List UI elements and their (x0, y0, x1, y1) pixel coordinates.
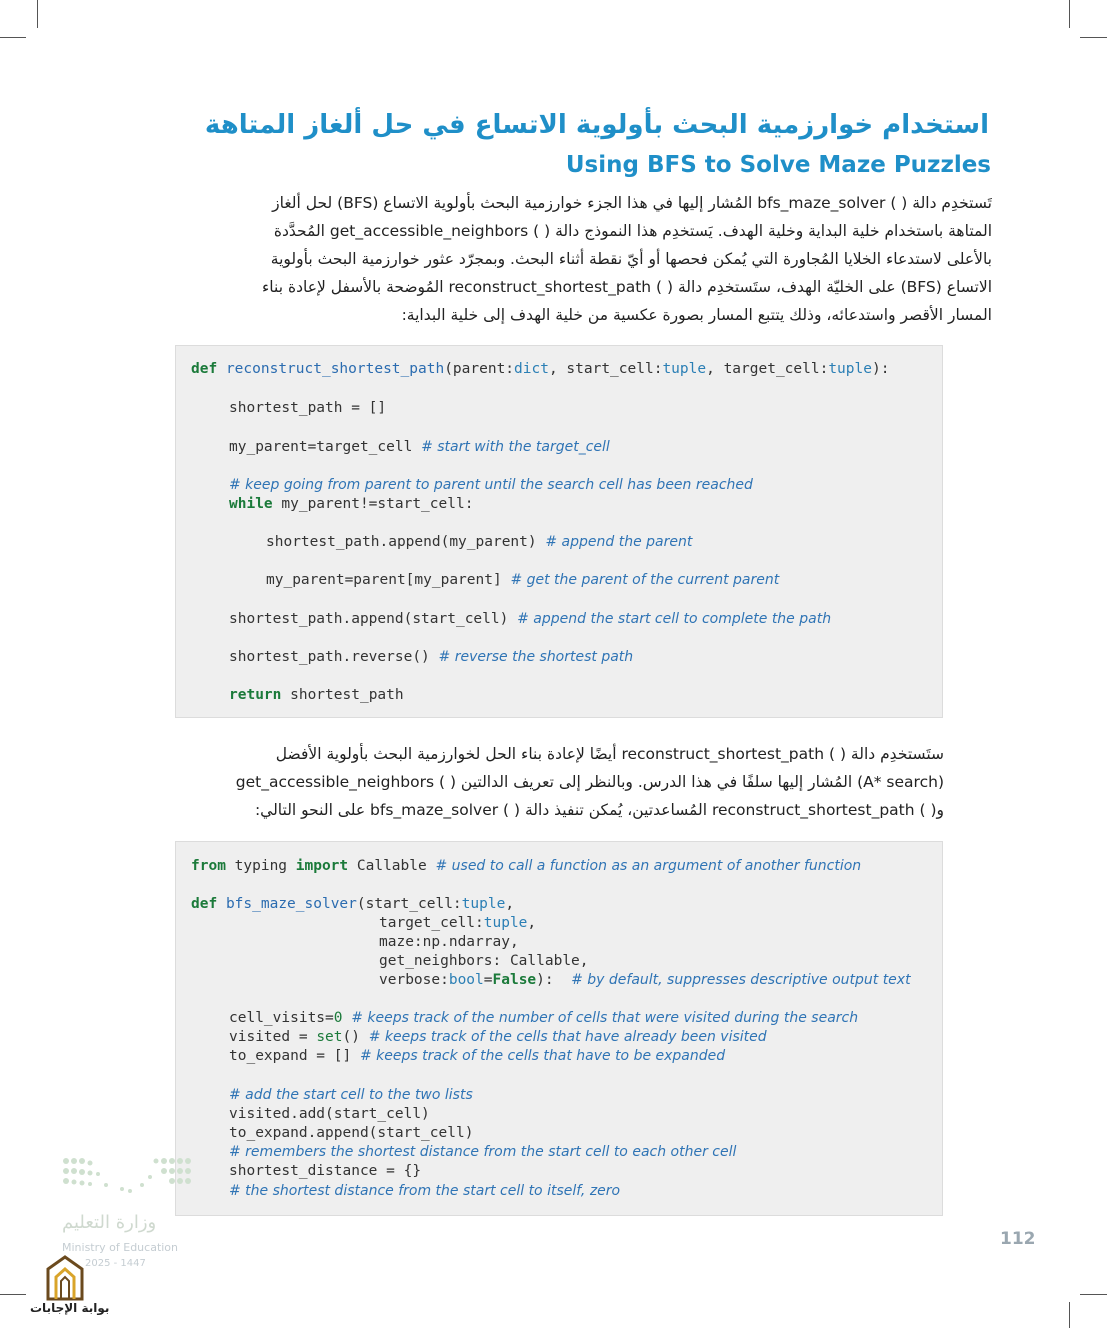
code-text: get_neighbors: Callable, (379, 953, 589, 969)
code-text: shortest_path.reverse() (229, 649, 430, 665)
code-line-param-verbose (379, 972, 911, 988)
middle-line-3: و( ) reconstruct_shortest_path المُساعدتين، يُمكن تنفيذ دالة ( ) bfs_maze_solver على النحو التالي: (254, 801, 944, 819)
code-line-import (191, 858, 861, 874)
page-number: 112 (1000, 1229, 1036, 1249)
ministry-logo-dots (60, 1155, 200, 1205)
ministry-year: 2025 - 1447 (85, 1258, 146, 1269)
crop-mark-bottom-left-h (0, 1294, 26, 1295)
middle-line-1: ستَستخدِم دالة ( ) reconstruct_shortest_path أيضًا لإعادة بناء الحل لخوارزمية البحث بأولوية الأفضل (275, 745, 944, 763)
code-line-param-target (379, 915, 536, 931)
intro-line-2: المتاهة باستخدام خلية البداية وخلية الهدف. يَستخدِم هذا النموذج دالة ( ) get_accessible_neighbors المُحدَّدة (273, 222, 992, 240)
code-block-bfs-maze-solver (175, 841, 943, 1216)
code-comment: # start with the target_cell (421, 439, 610, 455)
type-tuple: tuple (828, 361, 872, 377)
builtin-set: set (316, 1029, 343, 1045)
code-text: visited = (229, 1029, 317, 1045)
code-line-parent (229, 439, 610, 455)
code-line-def (191, 896, 514, 912)
code-line-get-parent (266, 572, 779, 588)
code-number: 0 (333, 1010, 343, 1026)
code-line-def (191, 361, 889, 377)
code-text: = (483, 972, 493, 988)
code-comment: # keeps track of the cells that have already been visited (368, 1029, 767, 1045)
site-label: بوابة الإجابات (30, 1301, 110, 1315)
code-text: my_parent=parent[my_parent] (266, 572, 502, 588)
code-line-reverse (229, 649, 633, 665)
code-comment: # remembers the shortest distance from the start cell to each other cell (229, 1144, 737, 1160)
code-line-shortest-distance (229, 1163, 421, 1179)
code-line-to-expand-append (229, 1125, 473, 1141)
middle-paragraph (163, 740, 944, 824)
code-line-cellvisits (229, 1010, 858, 1026)
code-text: ): (536, 972, 554, 988)
code-line-comment-add (229, 1087, 473, 1103)
code-line-to-expand (229, 1048, 725, 1064)
function-name: bfs_maze_solver (225, 896, 357, 912)
code-comment: # append the start cell to complete the path (517, 611, 832, 627)
section-title-arabic: استخدام خوارزمية البحث بأولوية الاتساع في حل ألغاز المتاهة (204, 110, 989, 140)
code-text: Callable (348, 858, 436, 874)
type-bool: bool (448, 972, 484, 988)
type-dict: dict (514, 361, 549, 377)
code-block-reconstruct-shortest-path (175, 345, 943, 718)
code-line-comment-remembers (229, 1144, 736, 1160)
code-line-while (229, 496, 473, 512)
crop-mark-top-left-h (0, 37, 26, 38)
code-text: , (505, 896, 515, 912)
site-logo-icon (30, 1255, 100, 1301)
code-line-init (229, 400, 386, 416)
code-text: my_parent!=start_cell: (272, 496, 474, 512)
code-line-comment-shortest (229, 1183, 620, 1199)
keyword-import: import (295, 858, 349, 874)
keyword-def: def (191, 896, 218, 912)
code-line-param-neighbors (379, 953, 589, 969)
crop-mark-top-right-h (1080, 37, 1107, 38)
code-text: (start_cell: (356, 896, 462, 912)
crop-mark-bottom-right-v (1069, 1302, 1070, 1328)
code-text: , (527, 915, 537, 931)
intro-paragraph (115, 189, 992, 329)
crop-mark-top-right-v (1069, 0, 1070, 28)
code-text: typing (225, 858, 296, 874)
code-comment: # reverse the shortest path (438, 649, 634, 665)
code-text: shortest_path (281, 687, 404, 703)
code-comment: # append the parent (545, 534, 693, 550)
code-text: my_parent=target_cell (229, 439, 413, 455)
type-tuple: tuple (483, 915, 528, 931)
keyword-from: from (191, 858, 226, 874)
signature-part: , target_cell: (706, 361, 829, 377)
code-line-param-maze (379, 934, 519, 950)
code-text: shortest_path = [] (229, 400, 387, 416)
intro-line-5: المسار الأقصر واستدعائه، وذلك يتتبع المسار بصورة عكسية من خلية الهدف إلى خلية البداية: (401, 306, 992, 324)
code-comment: # used to call a function as an argument of another function (435, 858, 862, 874)
code-text: shortest_path.append(my_parent) (266, 534, 537, 550)
code-line-visited (229, 1029, 767, 1045)
code-text: to_expand = [] (229, 1048, 352, 1064)
middle-line-2: (A* search) المُشار إليها سلفًا في هذا الدرس. وبالنظر إلى تعريف الدالتين ( ) get_accessible_neighbors (235, 773, 944, 791)
code-comment: # add the start cell to the two lists (229, 1087, 473, 1103)
crop-mark-top-left-v (37, 0, 38, 28)
code-text: target_cell: (379, 915, 484, 931)
section-title-english: Using BFS to Solve Maze Puzzles (565, 152, 991, 178)
code-line-return (229, 687, 404, 703)
intro-line-4: الاتساع (BFS) على الخليّة الهدف، ستَستخدِم دالة ( ) reconstruct_shortest_path المُوضحة بالأسفل لإعادة بناء (262, 278, 992, 296)
keyword-while: while (229, 496, 273, 512)
intro-line-3: بالأعلى لاستدعاء الخلايا المُجاورة التي يُمكن فحصها أو أيّ نقطة أثناء البحث. وبمجرّد عثور خوارزمية البحث بأولوية (270, 250, 992, 268)
keyword-false: False (492, 972, 537, 988)
code-text: maze:np.ndarray, (379, 934, 519, 950)
code-text: shortest_path.append(start_cell) (229, 611, 509, 627)
code-line-append-start (229, 611, 831, 627)
code-comment: # the shortest distance from the start cell to itself, zero (229, 1183, 621, 1199)
keyword-return: return (229, 687, 282, 703)
code-line-comment-loop (229, 477, 753, 493)
ministry-name-arabic: وزارة التعليم (62, 1212, 157, 1233)
code-comment: # get the parent of the current parent (510, 572, 780, 588)
intro-line-1: تَستخدِم دالة ( ) bfs_maze_solver المُشار إليها في هذا الجزء خوارزمية البحث بأولوية الاتساع (BFS) لحل ألغاز (272, 194, 992, 212)
code-text: () (342, 1029, 360, 1045)
function-name: reconstruct_shortest_path (225, 361, 445, 377)
type-tuple: tuple (662, 361, 707, 377)
code-comment: # keeps track of the number of cells that were visited during the search (351, 1010, 859, 1026)
code-line-append-parent (266, 534, 692, 550)
code-text: to_expand.append(start_cell) (229, 1125, 474, 1141)
code-line-visited-add (229, 1106, 430, 1122)
code-text: verbose: (379, 972, 449, 988)
ministry-name-english: Ministry of Education (62, 1241, 179, 1254)
code-text: shortest_distance = {} (229, 1163, 422, 1179)
crop-mark-bottom-right-h (1080, 1294, 1107, 1295)
code-text: visited.add(start_cell) (229, 1106, 430, 1122)
type-tuple: tuple (461, 896, 506, 912)
code-comment: # by default, suppresses descriptive output text (571, 972, 911, 988)
code-comment: # keeps track of the cells that have to be expanded (359, 1048, 726, 1064)
signature-part: ): (871, 361, 890, 377)
signature-part: (parent: (444, 361, 515, 377)
code-text: cell_visits= (229, 1010, 334, 1026)
keyword-def: def (191, 361, 218, 377)
code-comment: # keep going from parent to parent until the search cell has been reached (229, 477, 753, 493)
signature-part: , start_cell: (548, 361, 663, 377)
